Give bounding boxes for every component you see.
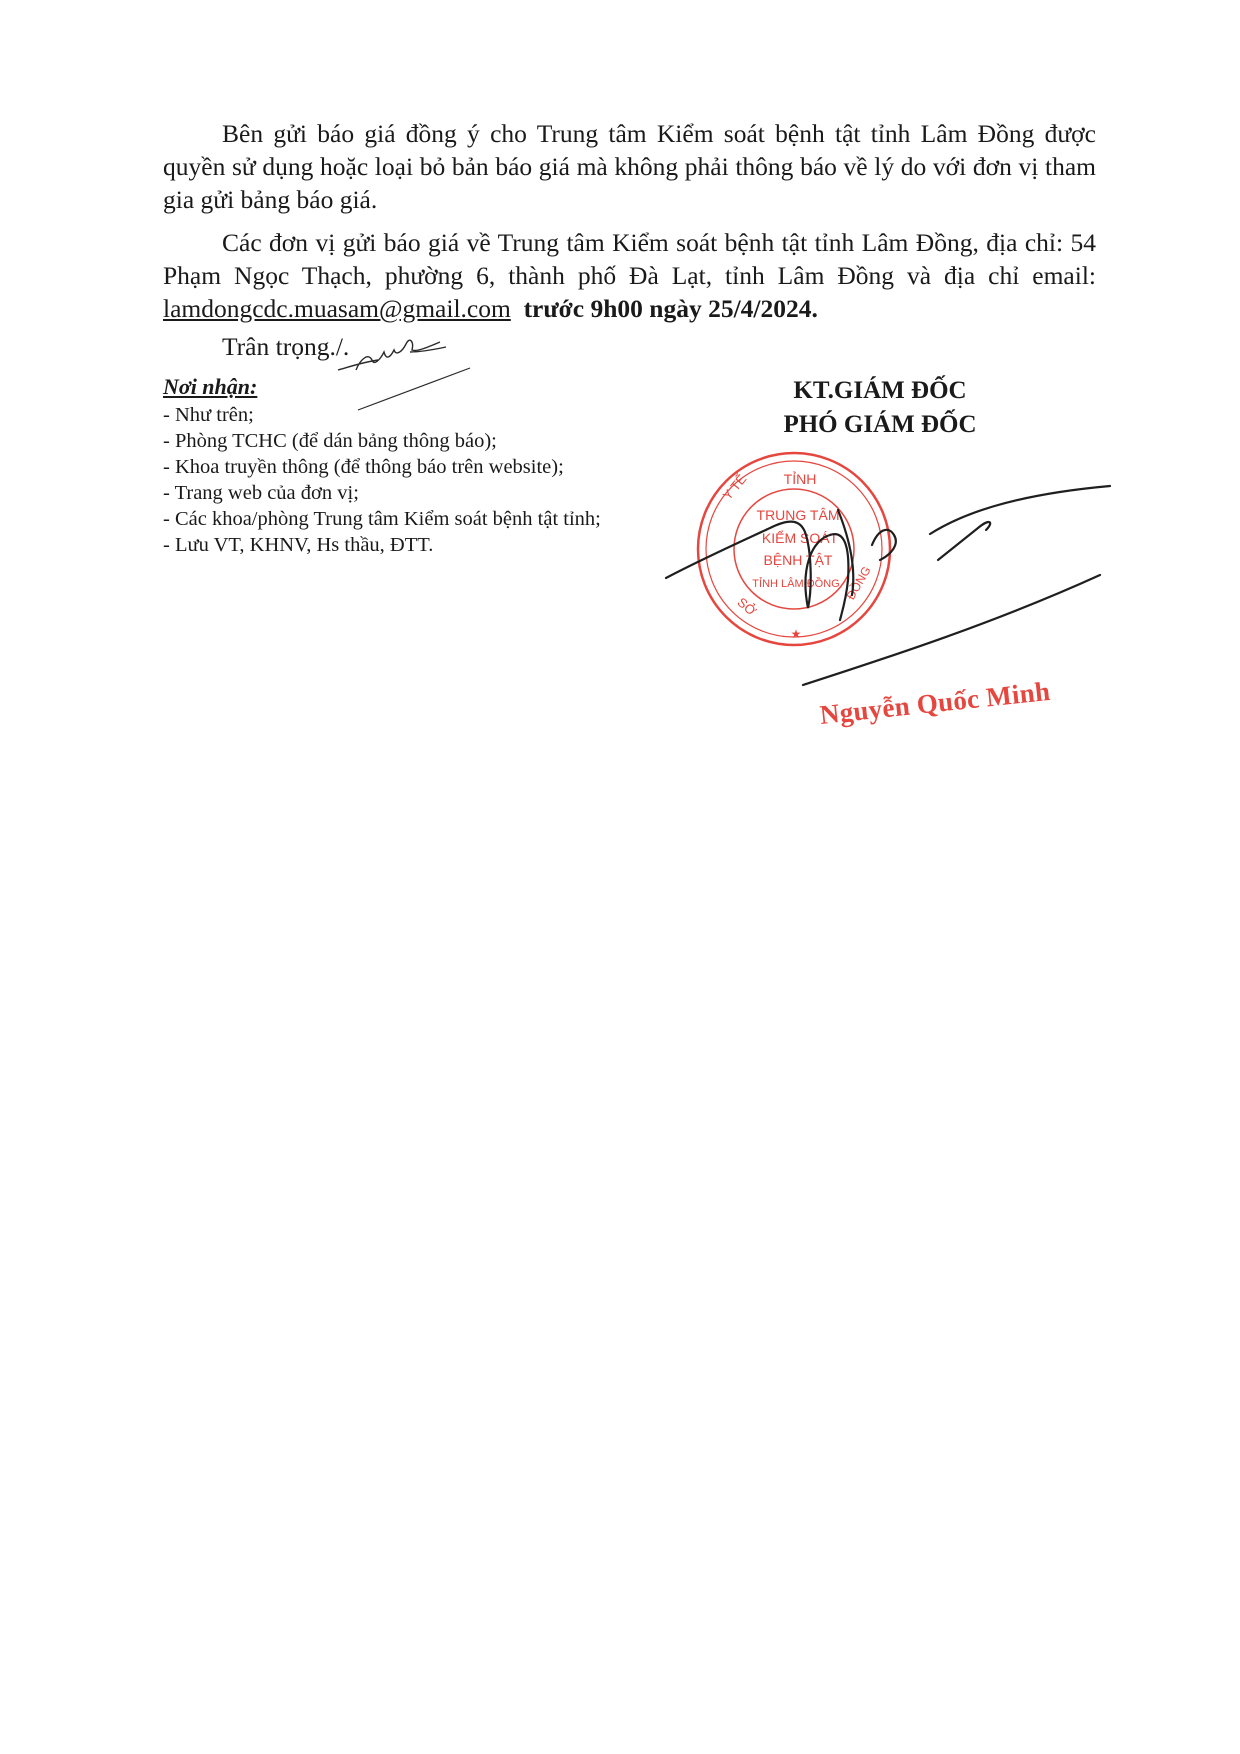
recipient-item: - Như trên; [163,404,254,426]
paragraph-consent: Bên gửi báo giá đồng ý cho Trung tâm Kiểm soát bệnh tật tỉnh Lâm Đồng được quyền sử dụng hoặc loại bỏ bản báo giá mà không phải thông báo về lý do với đơn vị tham gia gửi bảng báo giá. [163,119,1096,214]
closing-text: Trân trọng./. [222,332,350,361]
seal-bottom-left-text: SỞ [734,594,760,619]
seal-top-text: TỈNH [783,471,817,487]
seal-left-text: Y TẾ [719,471,750,503]
deadline-text: trước 9h00 ngày 25/4/2024. [523,294,818,323]
recipient-item: - Phòng TCHC (để dán bảng thông báo); [163,430,497,452]
seal-line4: TỈNH LÂM ĐỒNG [752,578,840,590]
seal-line3: BỆNH TẬT [763,552,833,568]
signature-title-line2: PHÓ GIÁM ĐỐC [783,411,977,438]
submission-text: Các đơn vị gửi báo giá về Trung tâm Kiểm soát bệnh tật tỉnh Lâm Đồng, địa chỉ: 54 Phạm Ngọc Thạch, phường 6, thành phố Đà Lạt, tỉnh Lâm Đồng và địa chỉ email: [163,228,1096,290]
seal-line2: KIỂM SOÁT [761,530,839,546]
signer-name: Nguyễn Quốc Minh [818,675,1052,730]
email-link[interactable]: lamdongcdc.muasam@gmail.com [163,294,511,323]
recipients-heading: Nơi nhận: [163,374,258,399]
seal-star-icon: ★ [790,627,802,641]
recipient-item: - Lưu VT, KHNV, Hs thầu, ĐTT. [163,534,434,556]
seal-line1: TRUNG TÂM [756,507,840,523]
seal-right-text: ĐỒNG [843,563,874,603]
recipient-item: - Trang web của đơn vị; [163,482,359,504]
recipient-item: - Khoa truyền thông (để thông báo trên website); [163,456,564,478]
recipient-item: - Các khoa/phòng Trung tâm Kiểm soát bệnh tật tỉnh; [163,508,601,530]
signature-title-line1: KT.GIÁM ĐỐC [793,377,967,404]
